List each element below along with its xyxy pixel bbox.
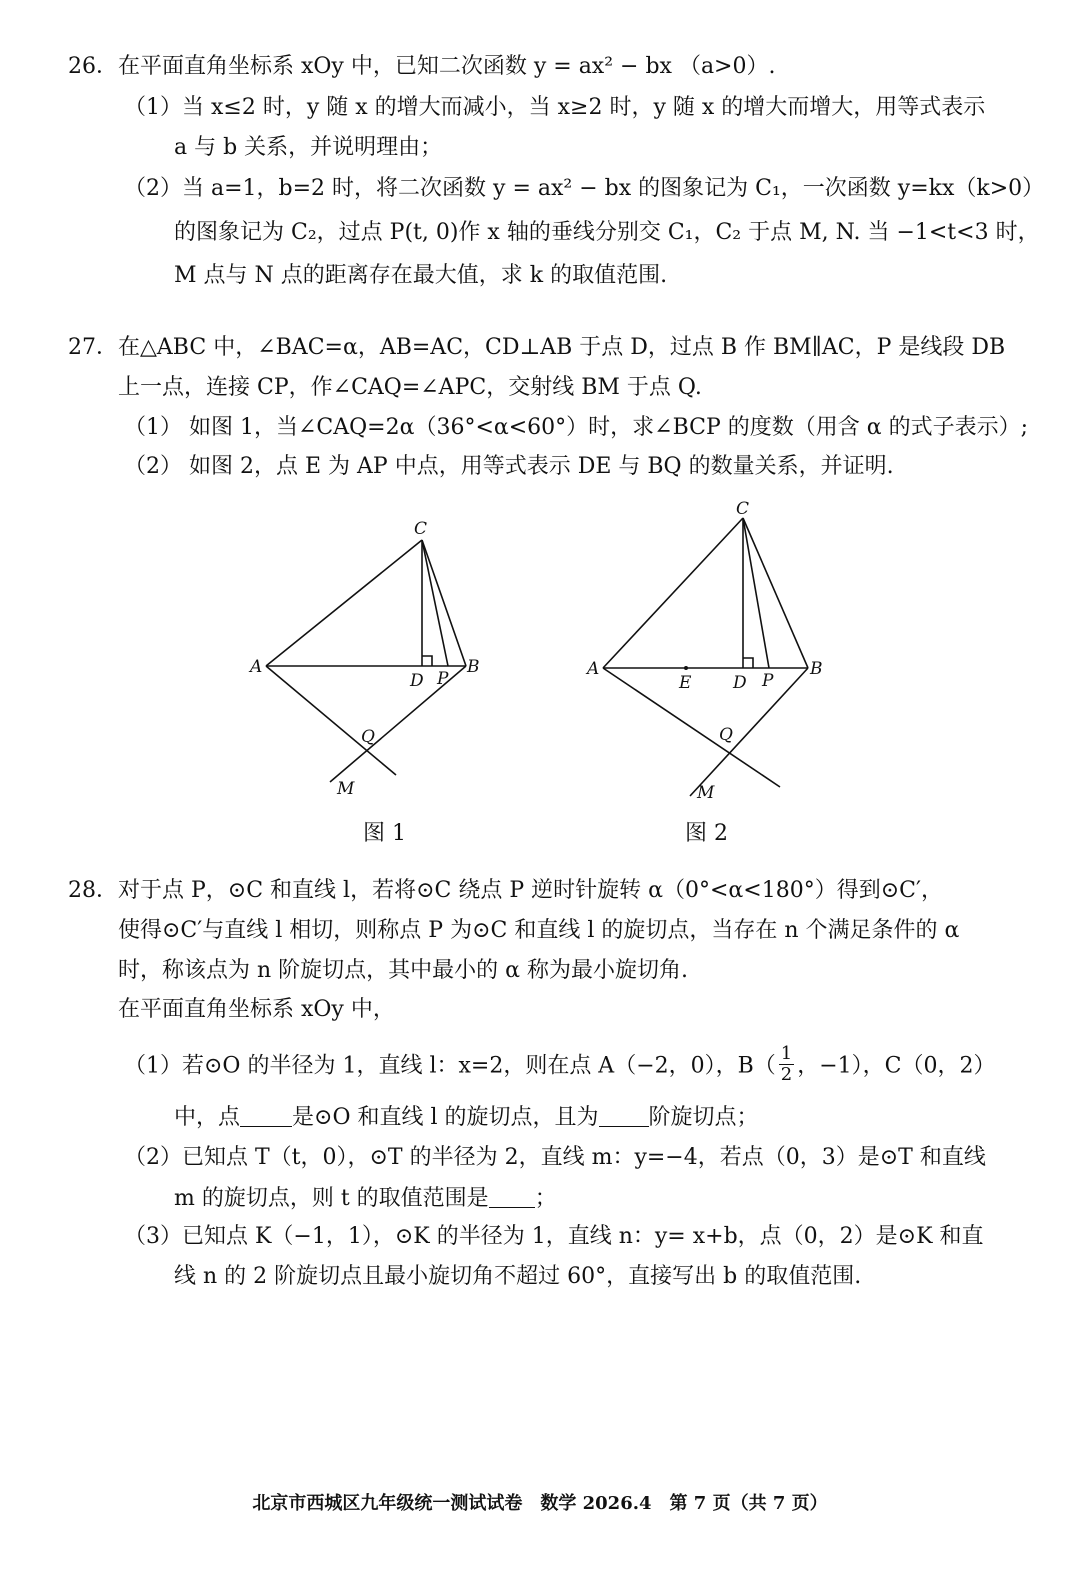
answer-blank-order[interactable] bbox=[599, 1104, 649, 1127]
fig1-label-d: D bbox=[410, 671, 424, 691]
figure-1-caption: 图 1 bbox=[363, 821, 406, 846]
fraction-numerator: 1 bbox=[780, 1043, 793, 1064]
fig2-label-p: P bbox=[762, 671, 774, 691]
answer-blank-points[interactable] bbox=[240, 1104, 292, 1127]
fraction-denominator: 2 bbox=[780, 1064, 793, 1085]
q28-part1-line2 bbox=[174, 1103, 759, 1133]
fraction-one-half bbox=[779, 1044, 794, 1085]
fig1-label-m: M bbox=[337, 779, 355, 799]
q28-part1-line1-text-b: ，−1），C（0，2） bbox=[797, 1053, 996, 1079]
q27-stem-line1: 27．在△ABC 中，∠BAC=α，AB=AC，CD⊥AB 于点 D，过点 B 作 BM∥AC，P 是线段 DB bbox=[68, 335, 1006, 360]
q26-part2-line2: 的图象记为 C₂，过点 P(t, 0)作 x 轴的垂线分别交 C₁，C₂ 于点 M, N. 当 −1<t<3 时， bbox=[174, 220, 1040, 245]
fig2-ray-bm bbox=[690, 668, 808, 796]
q26-part1-line2: a 与 b 关系，并说明理由； bbox=[174, 135, 443, 160]
fig2-label-e: E bbox=[679, 673, 692, 693]
fig2-point-e bbox=[684, 666, 688, 670]
q27-stem-line2: 上一点，连接 CP，作∠CAQ=∠APC，交射线 BM 于点 Q. bbox=[118, 375, 702, 400]
fig2-label-m: M bbox=[697, 783, 715, 803]
answer-blank-t-range[interactable] bbox=[489, 1185, 535, 1208]
fig2-segment-cp bbox=[743, 518, 769, 668]
q28-part2-line1: （2）已知点 T（t，0），⊙T 的半径为 2，直线 m：y=−4，若点（0，3）是⊙T 和直线 bbox=[124, 1145, 986, 1170]
q28-part3-line1: （3）已知点 K（−1，1），⊙K 的半径为 1，直线 n：y= x+b，点（0，2）是⊙K 和直 bbox=[124, 1224, 984, 1249]
q26-part1-line1: （1）当 x≤2 时，y 随 x 的增大而减小，当 x≥2 时，y 随 x 的增大而增大，用等式表示 bbox=[124, 95, 986, 120]
fig2-segment-cb bbox=[743, 518, 808, 668]
q28-part1-line1 bbox=[124, 1043, 996, 1087]
q26-part2-line1: （2）当 a=1，b=2 时，将二次函数 y = ax² − bx 的图象记为 C₁，一次函数 y=kx（k>0） bbox=[124, 176, 1045, 201]
q28-stem-line1: 28．对于点 P，⊙C 和直线 l，若将⊙C 绕点 P 逆时针旋转 α（0°<α<180°）得到⊙C′， bbox=[68, 878, 943, 903]
fig2-label-a: A bbox=[587, 659, 600, 679]
q27-part1: （1） 如图 1，当∠CAQ=2α（36°<α<60°）时，求∠BCP 的度数（用含 α 的式子表示）; bbox=[124, 415, 1029, 440]
fig1-label-c: C bbox=[414, 519, 428, 539]
fig1-label-b: B bbox=[467, 657, 480, 677]
q27-part2: （2） 如图 2，点 E 为 AP 中点，用等式表示 DE 与 BQ 的数量关系，并证明. bbox=[124, 454, 894, 479]
page-footer: 北京市西城区九年级统一测试试卷 数学 2026.4 第 7 页（共 7 页） bbox=[252, 1493, 828, 1514]
q28-part1-line2-text-b: 是⊙O 和直线 l 的旋切点，且为 bbox=[292, 1105, 599, 1130]
q28-stem-line3: 时，称该点为 n 阶旋切点，其中最小的 α 称为最小旋切角. bbox=[118, 958, 688, 983]
fig1-label-p: P bbox=[437, 669, 449, 689]
q28-part3-line2: 线 n 的 2 阶旋切点且最小旋切角不超过 60°，直接写出 b 的取值范围. bbox=[174, 1264, 862, 1289]
q26-stem: 26．在平面直角坐标系 xOy 中，已知二次函数 y = ax² − bx （a>0）. bbox=[68, 54, 776, 79]
fig1-label-a: A bbox=[250, 657, 263, 677]
q28-part1-line1-text-a: （1）若⊙O 的半径为 1，直线 l：x=2，则在点 A（−2，0），B（ bbox=[124, 1053, 776, 1079]
q28-stem-line4: 在平面直角坐标系 xOy 中， bbox=[118, 997, 395, 1022]
fig2-right-angle-mark bbox=[743, 658, 753, 668]
q28-part2-line2-text-b: ； bbox=[534, 1186, 557, 1211]
fig2-label-c: C bbox=[736, 499, 750, 519]
fig2-label-d: D bbox=[733, 673, 747, 693]
fig2-label-q: Q bbox=[719, 725, 733, 745]
q26-part2-line3: M 点与 N 点的距离存在最大值，求 k 的取值范围. bbox=[174, 263, 668, 288]
q28-stem-line2: 使得⊙C′与直线 l 相切，则称点 P 为⊙C 和直线 l 的旋切点，当存在 n 个满足条件的 α bbox=[118, 918, 960, 943]
q28-part1-line2-text-a: 中，点 bbox=[174, 1105, 241, 1130]
fig2-segment-ac bbox=[603, 518, 743, 668]
q28-part2-line2-text-a: m 的旋切点，则 t 的取值范围是 bbox=[174, 1186, 489, 1211]
figure-2-caption: 图 2 bbox=[685, 821, 728, 846]
fig1-label-q: Q bbox=[361, 727, 375, 747]
fig2-label-b: B bbox=[810, 659, 823, 679]
q28-part2-line2 bbox=[174, 1184, 557, 1214]
q28-part1-line2-text-c: 阶旋切点； bbox=[648, 1105, 759, 1130]
